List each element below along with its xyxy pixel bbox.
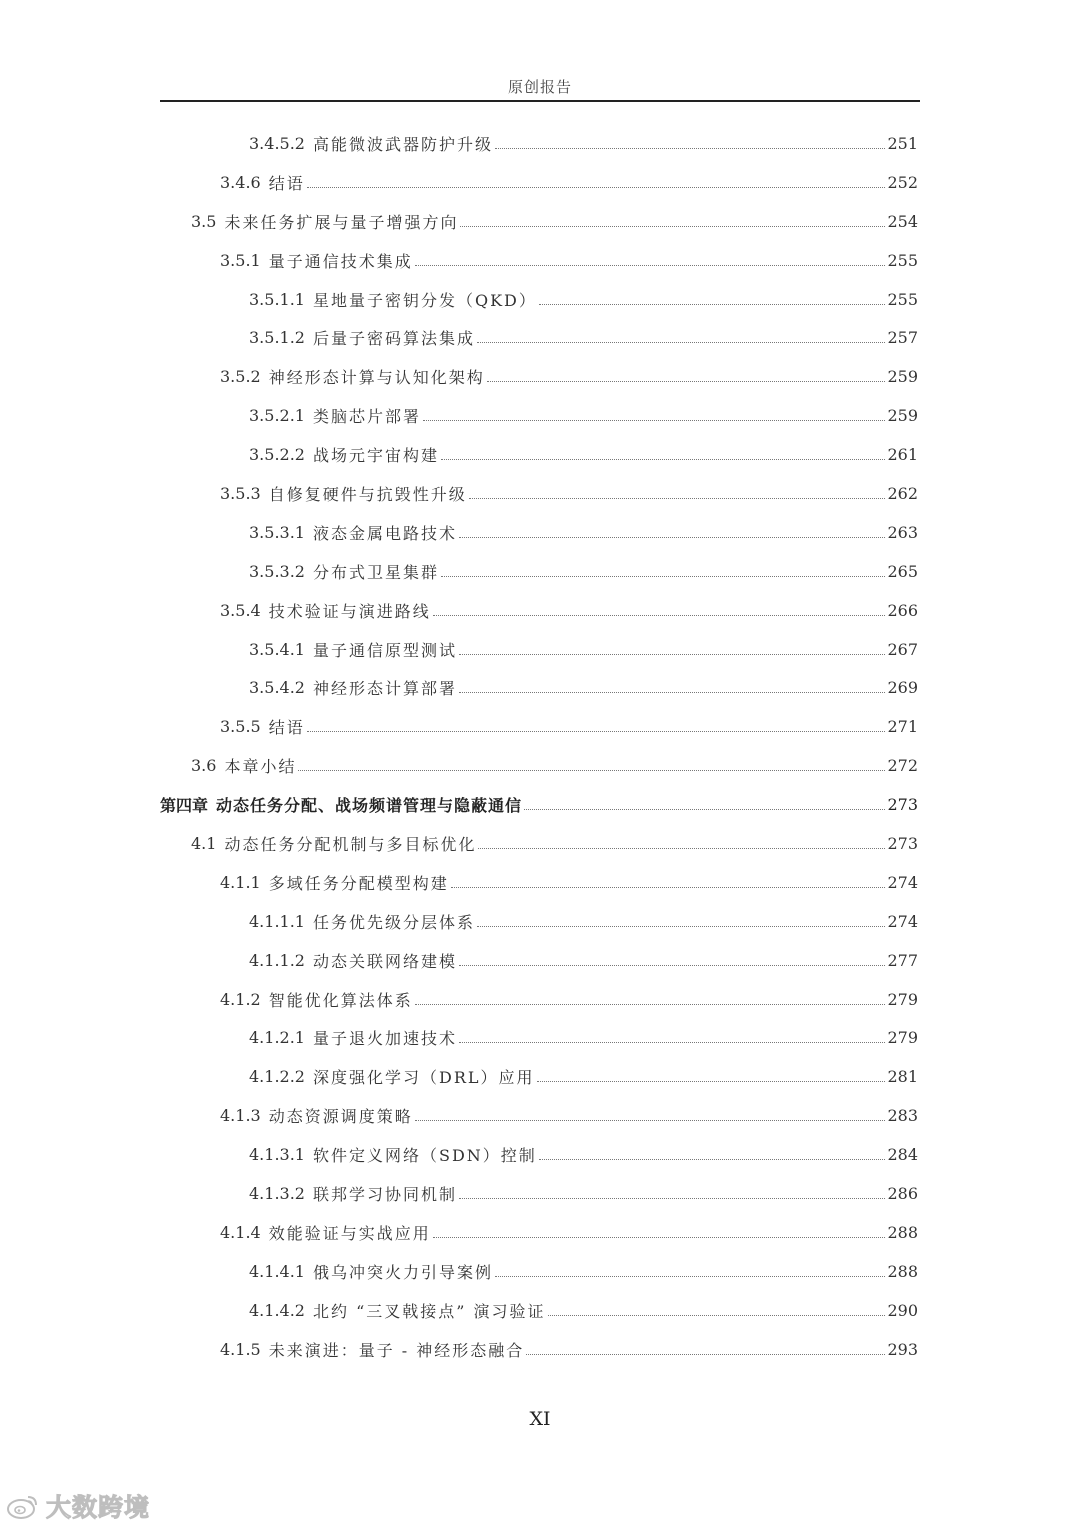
toc-entry-number: 4.1.1.2 bbox=[249, 950, 305, 970]
toc-entry[interactable] bbox=[160, 513, 918, 552]
toc-dot-leader bbox=[459, 654, 885, 655]
toc-dot-leader bbox=[524, 809, 885, 810]
toc-dot-leader bbox=[459, 965, 885, 966]
toc-dot-leader bbox=[415, 1004, 886, 1005]
toc-dot-leader bbox=[451, 887, 886, 888]
toc-entry-number: 3.5.4.2 bbox=[249, 678, 305, 698]
toc-entry-page: 277 bbox=[887, 950, 918, 970]
toc-entry-page: 252 bbox=[887, 172, 918, 192]
toc-dot-leader bbox=[298, 770, 885, 771]
toc-entry-number: 4.1 bbox=[191, 833, 217, 853]
toc-entry-page: 279 bbox=[887, 989, 918, 1009]
toc-entry-number: 4.1.3.1 bbox=[249, 1145, 305, 1165]
toc-entry-number: 3.5.2.2 bbox=[249, 445, 305, 465]
toc-entry-number: 3.5.1.1 bbox=[249, 289, 305, 309]
toc-entry-number: 第四章 bbox=[160, 796, 209, 816]
toc-entry[interactable] bbox=[160, 202, 918, 241]
toc-entry-title: 任务优先级分层体系 bbox=[312, 912, 475, 932]
toc-entry-title: 后量子密码算法集成 bbox=[312, 329, 475, 349]
toc-entry-page: 274 bbox=[887, 872, 918, 892]
toc-entry-title: 俄乌冲突火力引导案例 bbox=[312, 1262, 493, 1282]
toc-dot-leader bbox=[459, 537, 885, 538]
toc-entry-page: 262 bbox=[887, 483, 918, 503]
header-divider bbox=[160, 100, 920, 102]
toc-entry-title: 液态金属电路技术 bbox=[312, 523, 457, 543]
toc-dot-leader bbox=[539, 304, 886, 305]
toc-dot-leader bbox=[469, 498, 886, 499]
toc-entry-title: 动态关联网络建模 bbox=[312, 951, 457, 971]
toc-entry[interactable] bbox=[160, 785, 918, 824]
toc-entry-title: 类脑芯片部署 bbox=[312, 407, 421, 427]
toc-entry[interactable] bbox=[160, 124, 918, 163]
toc-entry-number: 3.5.4.1 bbox=[249, 639, 305, 659]
toc-entry[interactable] bbox=[160, 630, 918, 669]
toc-entry[interactable] bbox=[160, 241, 918, 280]
toc-entry[interactable] bbox=[160, 902, 918, 941]
toc-entry-title: 多域任务分配模型构建 bbox=[268, 873, 449, 893]
toc-entry-page: 274 bbox=[887, 911, 918, 931]
toc-entry-number: 4.1.1 bbox=[220, 872, 261, 892]
toc-entry-page: 255 bbox=[887, 250, 918, 270]
toc-entry[interactable] bbox=[160, 591, 918, 630]
toc-dot-leader bbox=[307, 187, 886, 188]
toc-dot-leader bbox=[307, 731, 886, 732]
toc-entry-page: 271 bbox=[887, 717, 918, 737]
page-header-title: 原创报告 bbox=[507, 78, 572, 96]
toc-entry-number: 3.5.1 bbox=[220, 250, 261, 270]
toc-entry-page: 251 bbox=[887, 133, 918, 153]
toc-entry-title: 未来任务扩展与量子增强方向 bbox=[224, 212, 459, 232]
toc-entry-number: 4.1.2 bbox=[220, 989, 261, 1009]
toc-entry-number: 4.1.4 bbox=[220, 1222, 261, 1242]
toc-dot-leader bbox=[460, 226, 885, 227]
toc-entry-page: 263 bbox=[887, 522, 918, 542]
toc-entry[interactable] bbox=[160, 552, 918, 591]
toc-entry-number: 3.5.3.1 bbox=[249, 522, 305, 542]
toc-dot-leader bbox=[477, 926, 885, 927]
toc-entry-title: 量子通信技术集成 bbox=[268, 251, 413, 271]
toc-dot-leader bbox=[441, 459, 885, 460]
toc-entry-number: 3.5 bbox=[191, 211, 217, 231]
toc-entry-page: 259 bbox=[887, 367, 918, 387]
toc-entry-page: 288 bbox=[887, 1261, 918, 1281]
toc-entry[interactable] bbox=[160, 1018, 918, 1057]
toc-entry-number: 4.1.5 bbox=[220, 1339, 261, 1359]
toc-entry-number: 4.1.3 bbox=[220, 1106, 261, 1126]
toc-entry-title: 神经形态计算与认知化架构 bbox=[268, 368, 485, 388]
toc-entry[interactable] bbox=[160, 474, 918, 513]
toc-entry-number: 3.4.5.2 bbox=[249, 133, 305, 153]
toc-dot-leader bbox=[459, 1198, 885, 1199]
watermark bbox=[6, 1488, 150, 1524]
toc-entry-page: 283 bbox=[887, 1106, 918, 1126]
toc-entry-title: 神经形态计算部署 bbox=[312, 679, 457, 699]
toc-entry-number: 4.1.3.2 bbox=[249, 1183, 305, 1203]
toc-entry[interactable] bbox=[160, 941, 918, 980]
toc-entry-number: 3.4.6 bbox=[220, 172, 261, 192]
toc-entry[interactable] bbox=[160, 163, 918, 202]
toc-entry[interactable] bbox=[160, 1135, 918, 1174]
toc-entry-title: 动态任务分配机制与多目标优化 bbox=[224, 834, 477, 854]
toc-entry-page: 281 bbox=[887, 1067, 918, 1087]
toc-entry-title: 量子通信原型测试 bbox=[312, 640, 457, 660]
toc-entry[interactable] bbox=[160, 1213, 918, 1252]
toc-entry-number: 3.5.5 bbox=[220, 717, 261, 737]
toc-entry-page: 269 bbox=[887, 678, 918, 698]
toc-entry-page: 255 bbox=[887, 289, 918, 309]
toc-dot-leader bbox=[539, 1159, 886, 1160]
toc-entry-page: 257 bbox=[887, 328, 918, 348]
toc-entry[interactable] bbox=[160, 1252, 918, 1291]
toc-entry-title: 本章小结 bbox=[224, 757, 297, 777]
toc-entry-number: 3.5.4 bbox=[220, 600, 261, 620]
toc-entry-title: 星地量子密钥分发（QKD） bbox=[312, 290, 537, 310]
toc-entry-page: 266 bbox=[887, 600, 918, 620]
toc-entry-number: 4.1.2.2 bbox=[249, 1067, 305, 1087]
toc-entry-number: 4.1.2.1 bbox=[249, 1028, 305, 1048]
toc-dot-leader bbox=[433, 1237, 886, 1238]
toc-dot-leader bbox=[423, 420, 885, 421]
toc-dot-leader bbox=[459, 1042, 885, 1043]
toc-dot-leader bbox=[459, 692, 885, 693]
toc-entry-title: 联邦学习协同机制 bbox=[312, 1184, 457, 1204]
toc-dot-leader bbox=[495, 148, 885, 149]
toc-dot-leader bbox=[415, 265, 886, 266]
toc-dot-leader bbox=[478, 848, 885, 849]
toc-entry-title: 软件定义网络（SDN）控制 bbox=[312, 1146, 537, 1166]
toc-dot-leader bbox=[433, 615, 886, 616]
table-of-contents bbox=[160, 124, 918, 1369]
toc-entry-page: 261 bbox=[887, 445, 918, 465]
toc-entry[interactable] bbox=[160, 280, 918, 319]
toc-entry-page: 272 bbox=[887, 756, 918, 776]
toc-entry-title: 战场元宇宙构建 bbox=[312, 446, 439, 466]
toc-entry-title: 结语 bbox=[268, 173, 305, 193]
toc-entry-page: 254 bbox=[887, 211, 918, 231]
toc-entry-number: 3.5.3 bbox=[220, 483, 261, 503]
toc-entry-page: 284 bbox=[887, 1145, 918, 1165]
toc-entry-title: 深度强化学习（DRL）应用 bbox=[312, 1068, 535, 1088]
toc-entry[interactable] bbox=[160, 863, 918, 902]
toc-dot-leader bbox=[477, 342, 885, 343]
toc-dot-leader bbox=[526, 1354, 885, 1355]
toc-entry[interactable] bbox=[160, 1330, 918, 1369]
toc-dot-leader bbox=[537, 1081, 886, 1082]
toc-entry-number: 3.6 bbox=[191, 756, 217, 776]
toc-entry-number: 3.5.3.2 bbox=[249, 561, 305, 581]
toc-entry-page: 288 bbox=[887, 1222, 918, 1242]
toc-dot-leader bbox=[495, 1276, 885, 1277]
page-number: XI bbox=[529, 1408, 551, 1430]
toc-entry-title: 动态资源调度策略 bbox=[268, 1107, 413, 1127]
toc-entry-title: 高能微波武器防护升级 bbox=[312, 134, 493, 154]
toc-entry-page: 273 bbox=[887, 795, 918, 815]
watermark-text: 大数跨境 bbox=[46, 1493, 151, 1522]
toc-entry[interactable] bbox=[160, 824, 918, 863]
toc-entry-page: 259 bbox=[887, 406, 918, 426]
toc-entry-page: 290 bbox=[887, 1300, 918, 1320]
toc-entry-page: 279 bbox=[887, 1028, 918, 1048]
toc-entry[interactable] bbox=[160, 1174, 918, 1213]
toc-dot-leader bbox=[548, 1315, 886, 1316]
toc-entry[interactable] bbox=[160, 668, 918, 707]
toc-entry[interactable] bbox=[160, 746, 918, 785]
toc-entry[interactable] bbox=[160, 980, 918, 1019]
toc-entry-page: 267 bbox=[887, 639, 918, 659]
toc-entry-title: 技术验证与演进路线 bbox=[268, 601, 431, 621]
toc-entry-number: 4.1.4.1 bbox=[249, 1261, 305, 1281]
toc-entry[interactable] bbox=[160, 707, 918, 746]
weibo-logo-icon bbox=[6, 1492, 40, 1520]
toc-entry-page: 286 bbox=[887, 1183, 918, 1203]
toc-dot-leader bbox=[441, 576, 885, 577]
toc-dot-leader bbox=[487, 381, 886, 382]
toc-entry-title: 动态任务分配、战场频谱管理与隐蔽通信 bbox=[216, 796, 523, 816]
toc-entry-title: 效能验证与实战应用 bbox=[268, 1223, 431, 1243]
toc-entry[interactable] bbox=[160, 435, 918, 474]
toc-entry-title: 量子退火加速技术 bbox=[312, 1029, 457, 1049]
toc-entry-title: 自修复硬件与抗毁性升级 bbox=[268, 484, 467, 504]
toc-entry[interactable] bbox=[160, 396, 918, 435]
toc-entry-title: 分布式卫星集群 bbox=[312, 562, 439, 582]
toc-entry-title: 智能优化算法体系 bbox=[268, 990, 413, 1010]
toc-entry-title: 北约 “三叉戟接点” 演习验证 bbox=[312, 1301, 546, 1321]
toc-entry-number: 3.5.1.2 bbox=[249, 328, 305, 348]
toc-entry[interactable] bbox=[160, 1057, 918, 1096]
toc-entry-page: 265 bbox=[887, 561, 918, 581]
toc-dot-leader bbox=[415, 1120, 886, 1121]
toc-entry[interactable] bbox=[160, 357, 918, 396]
toc-entry[interactable] bbox=[160, 1291, 918, 1330]
toc-entry-number: 4.1.1.1 bbox=[249, 911, 305, 931]
toc-entry[interactable] bbox=[160, 1096, 918, 1135]
toc-entry-title: 结语 bbox=[268, 718, 305, 738]
toc-entry[interactable] bbox=[160, 318, 918, 357]
toc-entry-page: 273 bbox=[887, 833, 918, 853]
toc-entry-number: 4.1.4.2 bbox=[249, 1300, 305, 1320]
toc-entry-title: 未来演进：量子 - 神经形态融合 bbox=[268, 1340, 525, 1360]
toc-entry-page: 293 bbox=[887, 1339, 918, 1359]
toc-entry-number: 3.5.2 bbox=[220, 367, 261, 387]
toc-entry-number: 3.5.2.1 bbox=[249, 406, 305, 426]
